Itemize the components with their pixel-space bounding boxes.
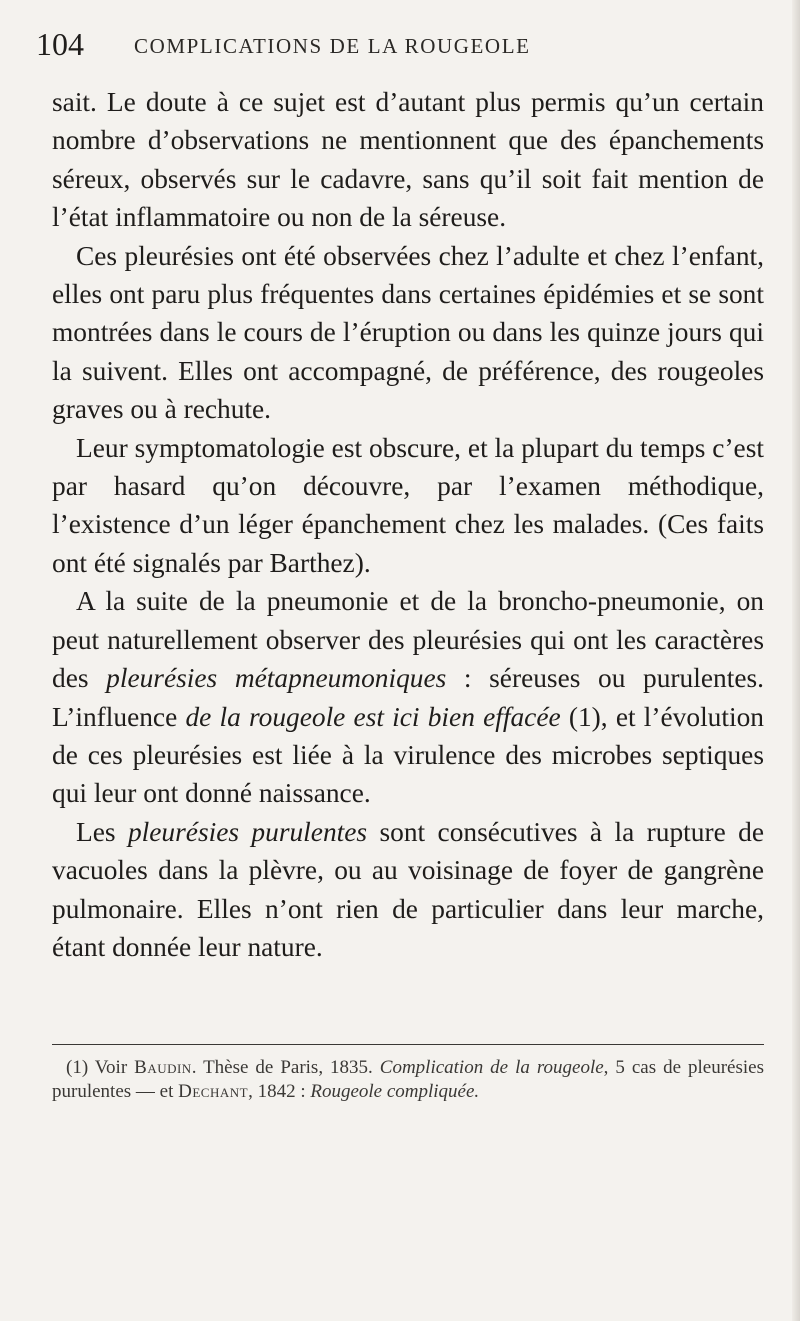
- page-edge-shadow: [792, 0, 800, 1321]
- paragraph-5-italic-a: pleurésies purulentes: [127, 816, 368, 847]
- footnote-lead: (1) Voir: [66, 1057, 135, 1078]
- footnote-title-1: Complication de la rougeole: [379, 1057, 604, 1078]
- footnote: [52, 1056, 764, 1104]
- paragraph-4-text-b: : séreuses ou purulentes. L’influence: [52, 663, 764, 732]
- footnote-author-2: Dechant: [178, 1081, 249, 1102]
- footnote-1: [52, 1056, 764, 1104]
- paragraph-3: Leur symptomatologie est obscure, et la plupart du temps c’est par hasard qu’on découvre, par l’examen méthodique, l’existence d’un léger épanchement chez les malades. (Ces faits ont été signalés par Barthez).: [52, 432, 764, 578]
- paragraph-4-italic-b: de la rougeole est ici bien effacée: [185, 701, 561, 732]
- footnote-rule: [52, 1044, 764, 1045]
- paragraph-4-italic-a: pleurésies métapneumoniques: [106, 663, 447, 694]
- paragraph-4-text-a: A la suite de la pneumonie et de la broncho-pneumonie, on peut naturellement observer des pleurésies qui ont les caractères des: [52, 586, 764, 694]
- paragraph-5: [52, 813, 764, 967]
- page-header: [36, 26, 756, 66]
- page-number: 104: [36, 26, 84, 62]
- paragraph-4-text-c: (1), et l’évolution de ces pleurésies est liée à la virulence des microbes septiques qui leur ont donné naissance.: [52, 701, 764, 809]
- paragraph-5-text-a: Les: [76, 816, 128, 847]
- footnote-text-1: . Thèse de Paris, 1835.: [191, 1057, 380, 1078]
- footnote-title-2: Rougeole compliquée.: [310, 1081, 480, 1102]
- body-text: [52, 83, 764, 966]
- footnote-text-3: , 1842 :: [248, 1081, 311, 1102]
- paragraph-5-text-b: sont consécutives à la rupture de vacuoles dans la plèvre, ou au voisinage de foyer de gangrène pulmonaire. Elles n’ont rien de particulier dans leur marche, étant donnée leur nature.: [52, 816, 764, 962]
- footnote-author-1: Baudin: [134, 1057, 192, 1078]
- paragraph-1: sait. Le doute à ce sujet est d’autant plus permis qu’un certain nombre d’observations ne mentionnent que des épanchements séreux, observés sur le cadavre, sans qu’il soit fait mention de l’état inflammatoire ou non de la séreuse.: [52, 87, 764, 233]
- footnote-text-2: , 5 cas de pleurésies purulentes — et: [52, 1057, 764, 1102]
- paragraph-2: Ces pleurésies ont été observées chez l’adulte et chez l’enfant, elles ont paru plus fréquentes dans certaines épidémies et se sont montrées dans le cours de l’éruption ou dans les quinze jours qui la suivent. Elles ont accompagné, de préférence, des rougeoles graves ou à rechute.: [52, 240, 764, 425]
- paragraph-4: [52, 582, 764, 812]
- running-title: COMPLICATIONS DE LA ROUGEOLE: [134, 34, 531, 58]
